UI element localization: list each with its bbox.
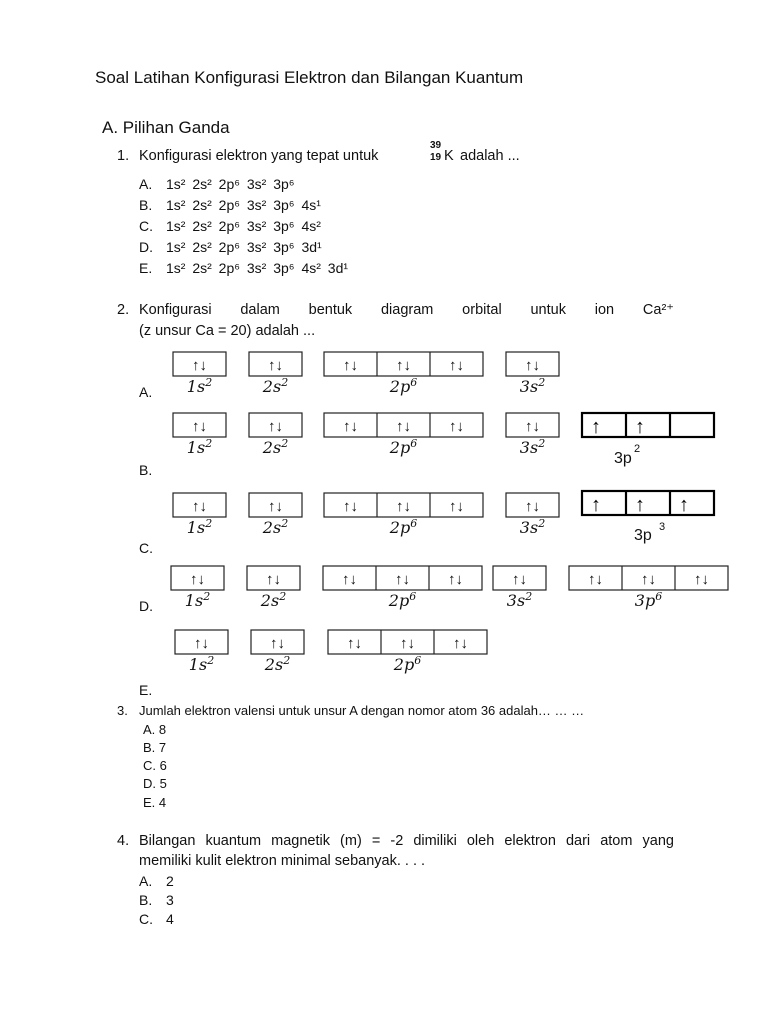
q4-word: oleh	[466, 833, 495, 849]
electron-pair: ↑↓	[588, 571, 603, 588]
q1-option-text: 1s² 2s² 2p⁶ 3s² 3p⁶ 3d¹	[166, 239, 322, 255]
electron-up-arrow: ↑	[591, 494, 601, 516]
q4-option-letter: C.	[139, 911, 153, 927]
q4-word: atom	[600, 833, 633, 849]
electron-pair: ↑↓	[525, 418, 540, 435]
orbital-label: $2s^2$	[260, 590, 287, 610]
q1-text-before: Konfigurasi elektron yang tepat untuk	[139, 148, 379, 164]
q3-number: 3.	[117, 703, 128, 718]
electron-pair: ↑↓	[343, 418, 358, 435]
q2-word: dalam	[240, 302, 280, 318]
electron-pair: ↑↓	[525, 357, 540, 374]
orbital-box-group	[582, 413, 714, 437]
orbital-label: $2p^6$	[389, 376, 418, 396]
q4-text-line1	[139, 833, 674, 849]
electron-pair: ↑↓	[268, 498, 283, 515]
q1-option-letter: A.	[139, 176, 153, 192]
q4-word: =	[371, 833, 381, 849]
element-symbol: K	[444, 148, 454, 164]
q2-option-letter: C.	[139, 540, 153, 556]
q1-option-letter: E.	[139, 260, 153, 276]
orbital-label: $2s^2$	[262, 517, 289, 537]
q1-option-letter: D.	[139, 239, 153, 255]
page-title: Soal Latihan Konfigurasi Elektron dan Bilangan Kuantum	[95, 68, 524, 87]
electron-pair: ↑↓	[641, 571, 656, 588]
electron-up-arrow: ↑	[679, 494, 689, 516]
electron-pair: ↑↓	[194, 635, 209, 652]
q1-option-text: 1s² 2s² 2p⁶ 3s² 3p⁶ 4s² 3d¹	[166, 260, 349, 276]
electron-pair: ↑↓	[192, 357, 207, 374]
q1-option-letter: B.	[139, 197, 153, 213]
electron-pair: ↑↓	[268, 357, 283, 374]
q3-option: B. 7	[143, 740, 167, 755]
q2-option-letter: E.	[139, 682, 153, 698]
q1-option-letter: C.	[139, 218, 153, 234]
electron-pair: ↑↓	[449, 418, 464, 435]
q3-option: C. 6	[143, 758, 167, 773]
orbital-label-3p: 3p	[614, 450, 632, 467]
q2-word: diagram	[380, 302, 434, 318]
q2-text-line2: (z unsur Ca = 20) adalah ...	[139, 323, 316, 339]
section-heading: A. Pilihan Ganda	[102, 118, 230, 137]
q4-word: magnetik	[271, 833, 330, 849]
q4-word: -2	[390, 833, 404, 849]
electron-pair: ↑↓	[343, 498, 358, 515]
q2-word: orbital	[462, 302, 502, 318]
orbital-box-group	[582, 491, 714, 515]
electron-pair: ↑↓	[449, 357, 464, 374]
q4-option-text: 2	[166, 873, 174, 889]
q4-option-text: 3	[166, 892, 174, 908]
electron-pair: ↑↓	[347, 635, 362, 652]
orbital-superscript: 3	[659, 521, 666, 533]
q2-option-letter: B.	[139, 462, 153, 478]
orbital-label: $3s^2$	[519, 437, 546, 457]
orbital-label: $1s^2$	[188, 654, 215, 674]
q1-number: 1.	[117, 148, 130, 164]
q4-word: yang	[642, 833, 674, 849]
q4-option-letter: B.	[139, 892, 153, 908]
q3-option: A. 8	[143, 722, 167, 737]
q4-word: dari	[565, 833, 591, 849]
electron-pair: ↑↓	[396, 498, 411, 515]
electron-pair: ↑↓	[396, 418, 411, 435]
electron-pair: ↑↓	[270, 635, 285, 652]
orbital-label: $1s^2$	[186, 517, 213, 537]
orbital-label: $2s^2$	[262, 437, 289, 457]
electron-pair: ↑↓	[525, 498, 540, 515]
electron-pair: ↑↓	[448, 571, 463, 588]
orbital-label: $3p^6$	[634, 590, 663, 610]
q1-option-text: 1s² 2s² 2p⁶ 3s² 3p⁶ 4s¹	[166, 197, 321, 213]
electron-pair: ↑↓	[266, 571, 281, 588]
orbital-label: $1s^2$	[186, 376, 213, 396]
q2-word: bentuk	[308, 302, 353, 318]
orbital-label: $2p^6$	[389, 437, 418, 457]
electron-up-arrow: ↑	[635, 494, 645, 516]
electron-pair: ↑↓	[192, 498, 207, 515]
orbital-label: $1s^2$	[184, 590, 211, 610]
electron-pair: ↑↓	[453, 635, 468, 652]
q4-option-letter: A.	[139, 873, 153, 889]
orbital-label: $2s^2$	[262, 376, 289, 396]
q3-option: E. 4	[143, 795, 167, 810]
q1-option-text: 1s² 2s² 2p⁶ 3s² 3p⁶	[166, 176, 295, 192]
orbital-label: $2p^6$	[388, 590, 417, 610]
electron-pair: ↑↓	[343, 357, 358, 374]
q4-word: Bilangan	[139, 833, 196, 849]
electron-pair: ↑↓	[395, 571, 410, 588]
orbital-superscript: 2	[634, 443, 641, 455]
electron-pair: ↑↓	[396, 357, 411, 374]
q4-word: dimiliki	[413, 833, 457, 849]
electron-pair: ↑↓	[192, 418, 207, 435]
electron-up-arrow: ↑	[591, 416, 601, 438]
q2-word: Konfigurasi	[139, 302, 212, 318]
orbital-label: $3s^2$	[519, 517, 546, 537]
q2-number: 2.	[117, 302, 130, 318]
electron-pair: ↑↓	[342, 571, 357, 588]
q4-word: elektron	[504, 833, 556, 849]
q3-option: D. 5	[143, 776, 167, 791]
q4-option-text: 4	[166, 911, 174, 927]
q4-word: kuantum	[205, 833, 262, 849]
q4-word: (m)	[340, 833, 362, 849]
orbital-label: $3s^2$	[506, 590, 533, 610]
q2-word: untuk	[530, 302, 566, 318]
q3-text: Jumlah elektron valensi untuk unsur A dengan nomor atom 36 adalah… … …	[139, 703, 585, 718]
q2-word: ion	[594, 302, 615, 318]
electron-pair: ↑↓	[512, 571, 527, 588]
mass-number: 39	[430, 140, 442, 151]
q4-text-line2: memiliki kulit elektron minimal sebanyak. . . .	[139, 853, 426, 869]
q2-option-letter: D.	[139, 598, 153, 614]
q4-number: 4.	[117, 833, 130, 849]
electron-pair: ↑↓	[190, 571, 205, 588]
q1-option-text: 1s² 2s² 2p⁶ 3s² 3p⁶ 4s²	[166, 218, 321, 234]
orbital-label: $3s^2$	[519, 376, 546, 396]
orbital-label: $1s^2$	[186, 437, 213, 457]
electron-pair: ↑↓	[694, 571, 709, 588]
electron-pair: ↑↓	[400, 635, 415, 652]
orbital-label: $2p^6$	[393, 654, 422, 674]
q2-option-letter: A.	[139, 384, 153, 400]
electron-pair: ↑↓	[268, 418, 283, 435]
electron-up-arrow: ↑	[635, 416, 645, 438]
orbital-label: $2s^2$	[264, 654, 291, 674]
atomic-number: 19	[430, 152, 442, 163]
orbital-label-3p: 3p	[634, 527, 652, 544]
q1-text-after: adalah ...	[460, 148, 520, 164]
electron-pair: ↑↓	[449, 498, 464, 515]
q2-word: Ca²⁺	[642, 302, 674, 318]
orbital-label: $2p^6$	[389, 517, 418, 537]
